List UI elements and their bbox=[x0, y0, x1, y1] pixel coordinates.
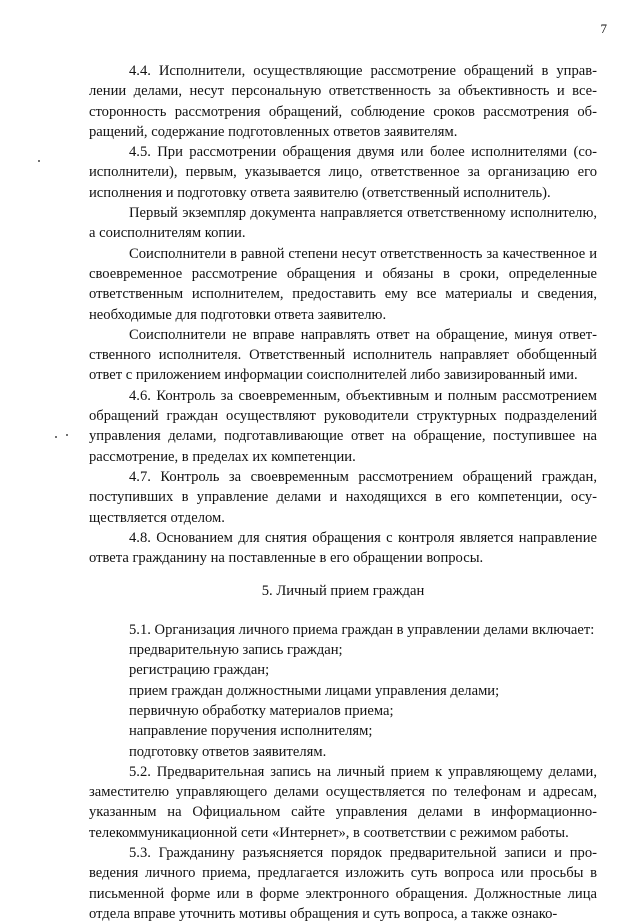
paragraph-5-3: 5.3. Гражданину разъясняется порядок предварительной записи и проведения личного приема, предлагается изложить суть вопроса или просьбы в письменной форме или в форме электронного обращения. Должностные лица отдела вправе уточнить мотивы обращения и суть вопроса, а также ознако- bbox=[89, 844, 597, 922]
paragraph-5-1: 5.1. Организация личного приема граждан в управлении делами включает: bbox=[129, 621, 595, 638]
paragraph-4-6: 4.6. Контроль за своевременным, объективным и полным рассмотрением обращений граждан осуществляют руководители структурных подразделений управления делами, подготавливающие ответ на обращение, поступившее на рассмотрение, в пределах их компетенции. bbox=[89, 387, 597, 465]
paragraph-co-executors-reply: Соисполнители не вправе направлять ответ на обращение, минуя ответственного исполнителя. Ответственный исполнитель направляет обобщенный ответ с приложением информации соисполнителей либо завизированный ими. bbox=[89, 326, 597, 384]
scan-speck bbox=[55, 436, 57, 438]
paragraph-4-5: 4.5. При рассмотрении обращения двумя или более исполнителями (соисполнители), первым, указывается лицо, ответственное за организацию его исполнения и подготовку ответа заявителю (ответственный исполнитель). bbox=[89, 144, 597, 201]
list-item: предварительную запись граждан; bbox=[129, 642, 343, 659]
paragraph-4-8: 4.8. Основанием для снятия обращения с контроля является направление ответа гражданину на поставленные в его обращении вопросы. bbox=[89, 529, 597, 567]
page-number: 7 bbox=[600, 21, 607, 36]
list-item: подготовку ответов заявителям. bbox=[129, 743, 327, 760]
list-item: прием граждан должностными лицами управления делами; bbox=[129, 682, 500, 699]
paragraph-4-4: 4.4. Исполнители, осуществляющие рассмотрение обращений в управлении делами, несут персональную ответственность за объективность и всесторонность рассмотрения обращений, соблюдение сроков рассмотрения обращений, содержание подготовленных ответов заявителям. bbox=[89, 63, 597, 140]
paragraph-4-7: 4.7. Контроль за своевременным рассмотрением обращений граждан, поступивших в управление делами и находящихся в его компетенции, осуществляется отделом. bbox=[89, 468, 597, 526]
paragraph-first-copy: Первый экземпляр документа направляется ответственному исполнителю, а соисполнителям копии. bbox=[89, 205, 597, 242]
list-item: регистрацию граждан; bbox=[129, 662, 270, 679]
list-item: направление поручения исполнителям; bbox=[129, 723, 373, 740]
scan-speck bbox=[66, 434, 68, 436]
list-item: первичную обработку материалов приема; bbox=[129, 702, 394, 719]
scan-speck bbox=[38, 160, 40, 162]
document-body bbox=[89, 61, 597, 924]
section-title: 5. Личный прием граждан bbox=[261, 583, 425, 600]
paragraph-5-2: 5.2. Предварительная запись на личный прием к управляющему делами, заместителю управляющего делами осуществляется по телефонам и адресам, указанным на Официальном сайте управления делами в информационно-телекоммуникационной сети «Интернет», в соответствии с режимом работы. bbox=[89, 763, 597, 841]
paragraph-co-executors-responsibility: Соисполнители в равной степени несут ответственность за качественное и своевременное рассмотрение обращения и обязаны в сроки, определенные ответственным исполнителем, предоставить ему все материалы и сведения, необходимые для подготовки ответа заявителю. bbox=[89, 245, 597, 323]
